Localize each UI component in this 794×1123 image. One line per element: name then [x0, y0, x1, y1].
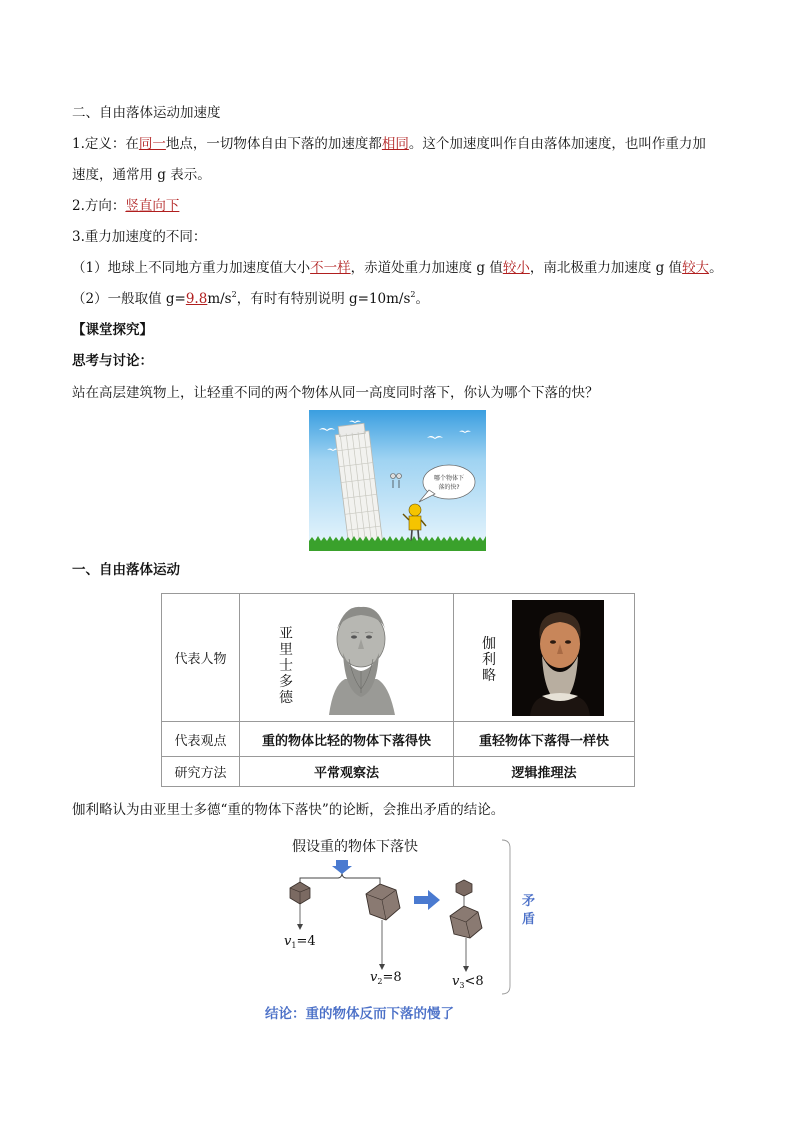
- aristotle-method: 平常观察法: [240, 757, 454, 787]
- galileo-view: 重轻物体下落得一样快: [454, 722, 635, 757]
- diff2-sup: 2: [231, 290, 237, 299]
- small-rock-icon: [290, 882, 310, 904]
- diff1-blank-larger: 较大: [682, 260, 710, 276]
- diagram-drawing: [270, 836, 560, 1021]
- right-arrow-icon: [414, 890, 440, 910]
- comparison-table: [161, 593, 635, 787]
- row-header-view: 代表观点: [162, 722, 240, 757]
- discussion-subheading: 思考与讨论：: [72, 353, 153, 369]
- big-rock-icon: [366, 884, 400, 920]
- combined-rocks-icon: [450, 880, 482, 938]
- table-row-view: [162, 722, 635, 757]
- bubble-text-2: 落的快?: [438, 484, 460, 491]
- galileo-portrait: [512, 600, 604, 716]
- diff1-text-a: （1）地球上不同地方重力加速度值大小: [72, 260, 311, 276]
- aristotle-portrait: [315, 599, 407, 715]
- aristotle-view: 重的物体比轻的物体下落得快: [240, 722, 454, 757]
- galileo-cell: [454, 594, 635, 722]
- difference-item-2: [72, 289, 429, 309]
- definition-blank-same-place: 同一: [138, 136, 166, 152]
- v2-label: $v_2=8$: [370, 970, 402, 986]
- reasoning-diagram: [270, 836, 560, 1021]
- diff1-blank-smaller: 较小: [502, 260, 530, 276]
- table-row-person: [162, 594, 635, 722]
- row-header-person: 代表人物: [162, 594, 240, 722]
- direction-line: [72, 196, 179, 216]
- direction-blank: 竖直向下: [125, 198, 180, 214]
- diff2-text-d: 。: [415, 291, 429, 307]
- row-header-method: 研究方法: [162, 757, 240, 787]
- diff1-blank-different: 不一样: [310, 260, 351, 276]
- section-heading-acceleration: 二、自由落体运动加速度: [72, 105, 221, 121]
- diff2-text-c: ，有时有特别说明 g=10m/s: [236, 291, 411, 307]
- down-arrow-icon: [332, 860, 352, 874]
- argument-text: 伽利略认为由亚里士多德“重的物体下落快”的论断，会推出矛盾的结论。: [72, 802, 505, 818]
- explore-heading: 【课堂探究】: [72, 322, 153, 338]
- diff1-text-d: 。: [709, 260, 723, 276]
- diff2-text-b: m/s: [207, 291, 232, 307]
- aristotle-name: 亚 里 士 多 德: [279, 626, 293, 706]
- diff2-sup2: 2: [410, 290, 416, 299]
- conclusion-text: 结论：重的物体反而下落的慢了: [265, 1006, 454, 1022]
- assumption-label: 假设重的物体下落快: [292, 839, 418, 855]
- bracket: [300, 872, 380, 886]
- galileo-name: 伽 利 略: [482, 636, 496, 684]
- diff2-blank-value: 9.8: [185, 291, 208, 307]
- definition-suffix: 。这个加速度叫作自由落体加速度，也叫作重力加: [408, 136, 706, 152]
- table-row-method: [162, 757, 635, 787]
- grass: [309, 541, 486, 551]
- diff2-text-a: （2）一般取值 g=: [72, 291, 186, 307]
- diff1-text-c: ，南北极重力加速度 g 值: [529, 260, 683, 276]
- v3-label: $v_3<8$: [452, 974, 484, 990]
- definition-blank-same: 相同: [381, 136, 409, 152]
- difference-title: 3.重力加速度的不同：: [72, 229, 207, 245]
- galileo-method: 逻辑推理法: [454, 757, 635, 787]
- definition-middle: 地点，一切物体自由下落的加速度都: [165, 136, 382, 152]
- diff1-text-b: ，赤道处重力加速度 g 值: [350, 260, 503, 276]
- aristotle-cell: [240, 594, 454, 722]
- bubble-text-1: 哪个物体下: [433, 475, 465, 482]
- definition-line-2: 速度，通常用 g 表示。: [72, 167, 211, 183]
- v1-label: $v_1=4$: [284, 934, 316, 950]
- leaning-tower-illustration: [309, 410, 486, 551]
- discussion-question: 站在高层建筑物上，让轻重不同的两个物体从同一高度同时落下，你认为哪个下落的快？: [72, 385, 599, 401]
- definition-line-1: [72, 134, 706, 154]
- difference-item-1: [72, 258, 723, 278]
- direction-prefix: 2.方向：: [72, 198, 126, 214]
- contradiction-label: 矛 盾: [522, 894, 536, 927]
- section-heading-free-fall: 一、自由落体运动: [72, 562, 180, 578]
- definition-prefix: 1.定义：在: [72, 136, 139, 152]
- contradiction-bracket: [502, 840, 510, 994]
